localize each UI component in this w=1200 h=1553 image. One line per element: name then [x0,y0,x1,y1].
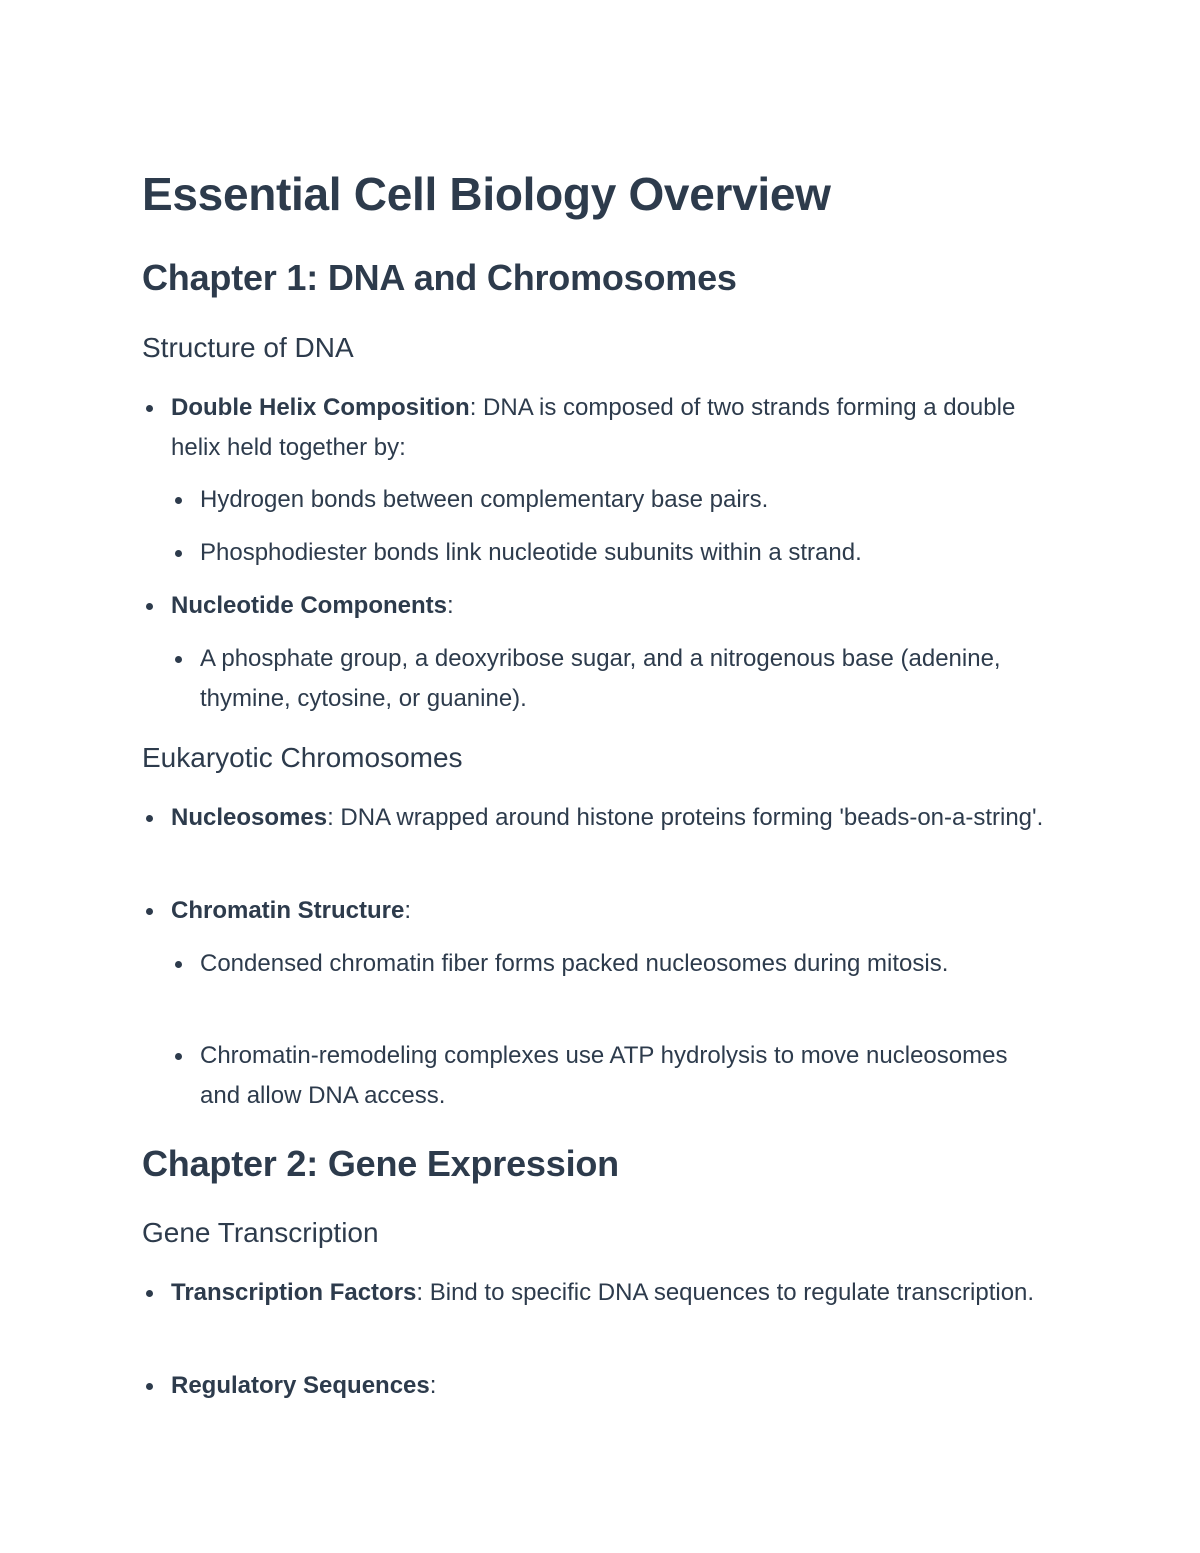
list-item-text: : [447,592,454,619]
bullet-icon [146,1383,153,1390]
list-item-label: Nucleotide Components [171,592,448,619]
list-item-regulatory-sequences [171,1366,1051,1406]
list-item-hydrogen-bonds [200,480,1020,520]
section-gene-transcription-heading: Gene Transcription [142,1217,379,1248]
bullet-icon [175,1053,182,1060]
bullet-icon [175,497,182,504]
bullet-icon [146,815,153,822]
list-item-label: Double Helix Composition [171,394,470,421]
document-title: Essential Cell Biology Overview [142,168,831,220]
bullet-icon [175,550,182,557]
chapter-2-heading: Chapter 2: Gene Expression [142,1143,619,1184]
list-item-phosphodiester-bonds [200,533,1020,573]
list-item-text: Hydrogen bonds between complementary base pairs. [200,486,769,513]
list-item-phosphate-group [200,639,1020,719]
bullet-icon [146,908,153,915]
list-item-label: Transcription Factors [171,1279,417,1306]
bullet-icon [175,656,182,663]
list-item-chromatin-remodeling [200,1036,1020,1116]
list-item-label: Nucleosomes [171,804,328,831]
list-item-text: : [429,1372,437,1399]
chapter-1-heading: Chapter 1: DNA and Chromosomes [142,257,737,298]
bullet-icon [175,961,182,968]
bullet-icon [146,405,153,412]
list-item-label: Chromatin Structure [171,897,405,924]
bullet-icon [146,603,153,610]
list-item-text: : DNA is composed of two strands forming a double helix held together by: [171,394,1016,461]
list-item-text: : Bind to specific DNA sequences to regulate transcription. [416,1279,1035,1306]
list-item-text: : [404,897,412,924]
list-item-label: Regulatory Sequences [171,1372,430,1399]
list-item-text: : DNA wrapped around histone proteins forming 'beads-on-a-string'. [327,804,1044,831]
list-item-text: A phosphate group, a deoxyribose sugar, and a nitrogenous base (adenine, thymine, cytosine, or guanine). [200,645,1001,712]
list-item-condensed-chromatin [200,944,1020,984]
list-item-transcription-factors [171,1273,1051,1313]
list-item-text: Phosphodiester bonds link nucleotide subunits within a strand. [200,539,862,566]
section-eukaryotic-chromosomes-heading: Eukaryotic Chromosomes [142,742,463,773]
bullet-icon [146,1290,153,1297]
section-structure-of-dna-heading: Structure of DNA [142,332,354,363]
list-item-text: Condensed chromatin fiber forms packed nucleosomes during mitosis. [200,950,949,977]
list-item-text: Chromatin-remodeling complexes use ATP hydrolysis to move nucleosomes and allow DNA access. [200,1042,1008,1109]
list-item-double-helix [171,388,1051,468]
list-item-nucleosomes [171,798,1051,838]
list-item-nucleotide-components [171,586,1051,626]
list-item-chromatin-structure [171,891,1051,931]
